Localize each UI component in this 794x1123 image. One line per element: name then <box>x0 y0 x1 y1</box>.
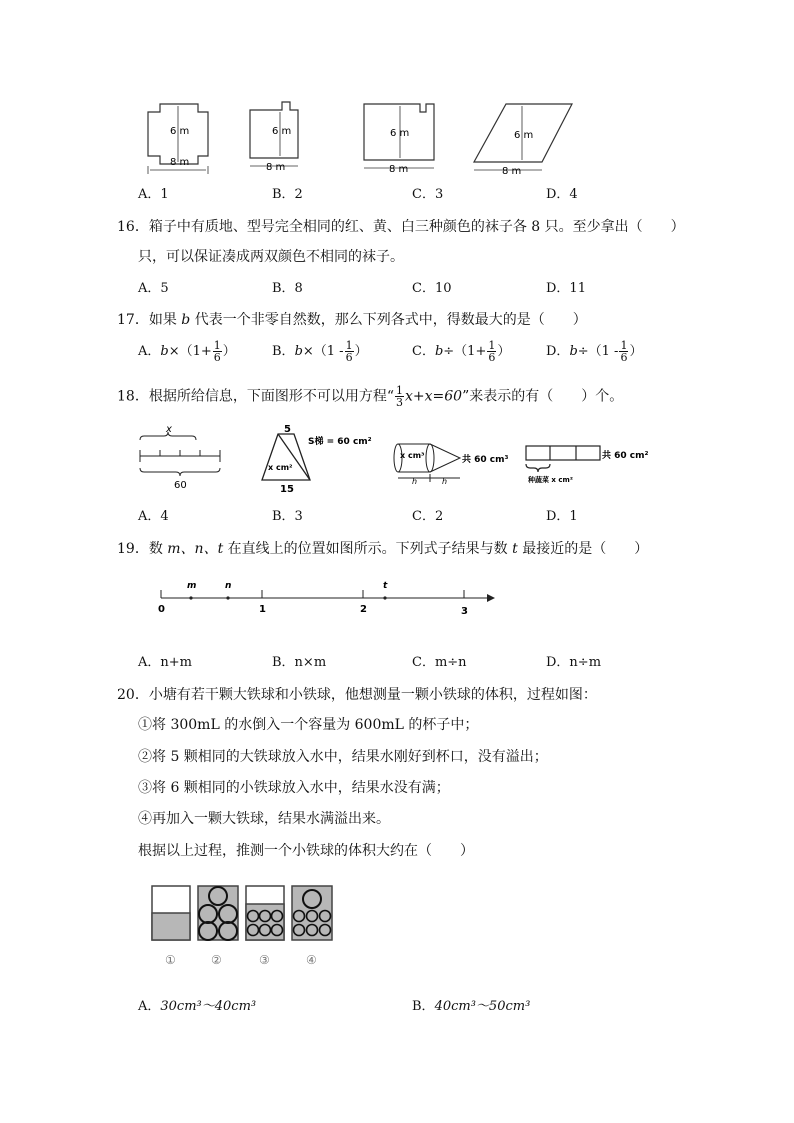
q17-c-fraction: $\frac{1}{6}$ <box>488 339 496 364</box>
q17-stem <box>117 311 587 329</box>
q18-fig1-bar <box>140 432 220 476</box>
q15-shape-4-width: 8 m <box>502 166 522 177</box>
q17-a-op: ×（1+ <box>168 344 212 359</box>
q18-fig4-rect <box>526 446 600 472</box>
q19-option-a[interactable]: A．n+m <box>138 655 192 670</box>
q17-option-b[interactable] <box>272 340 368 363</box>
q15-shape-1-width: 8 m <box>170 157 190 168</box>
q18-fig1-top: x <box>166 424 172 435</box>
q16-option-c[interactable]: C．10 <box>412 281 452 296</box>
q20-cup-3 <box>246 886 284 940</box>
q17-d-op: ÷（1 - <box>577 344 619 359</box>
q19-stem <box>117 540 648 558</box>
q17-a-label: A． <box>138 344 161 359</box>
q18-option-a[interactable]: A．4 <box>138 509 169 524</box>
q20-b-label: B． <box>412 999 435 1014</box>
q17-prefix: 17．如果 <box>117 312 177 328</box>
q17-suffix: 代表一个非零自然数，那么下列各式中，得数最大的是（ ） <box>194 312 587 328</box>
q20-step1: ①将 300mL 的水倒入一个容量为 600mL 的杯子中； <box>138 717 479 733</box>
q17-b-fraction: $\frac{1}{6}$ <box>345 339 353 364</box>
q19-option-c[interactable]: C．m÷n <box>412 655 467 670</box>
q19-axis-1: 1 <box>259 604 266 615</box>
q19-t: t <box>512 541 518 557</box>
q15-option-d[interactable]: D．4 <box>546 187 578 202</box>
q18-option-c[interactable]: C．2 <box>412 509 444 524</box>
q20-cup-2 <box>198 886 238 940</box>
q19-axis-n: n <box>225 581 232 591</box>
q17-option-a[interactable] <box>138 340 236 363</box>
q15-shape-2-height: 6 m <box>272 126 292 137</box>
q18-fig3-h2: h <box>442 477 448 486</box>
q17-a-fraction: $\frac{1}{6}$ <box>213 339 221 364</box>
q18-fig1-bottom: 60 <box>174 480 187 491</box>
q18-equation: x+x=60 <box>404 388 463 405</box>
q15-option-c[interactable]: C．3 <box>412 187 444 202</box>
q18-suffix: ”来表示的有（ ）个。 <box>462 388 624 405</box>
q17-b-var: b <box>294 344 303 359</box>
q20-cups-figure <box>148 884 343 972</box>
q18-fig4-total: 共 60 cm² <box>602 451 649 461</box>
q15-shape-4-height: 6 m <box>514 130 534 141</box>
q20-cup-label-3: ③ <box>259 953 270 967</box>
q19-number-line <box>145 572 505 622</box>
q20-stem: 20．小塘有若干颗大铁球和小铁球，他想测量一颗小铁球的体积，过程如图： <box>117 687 597 703</box>
q17-d-var: b <box>569 344 578 359</box>
q20-question: 根据以上过程，推测一个小铁球的体积大约在（ ） <box>138 843 474 859</box>
q15-shape-3-width: 8 m <box>389 164 409 175</box>
q17-c-close: ） <box>497 344 511 359</box>
q18-prefix: 18．根据所给信息，下面图形不可以用方程“ <box>117 388 394 405</box>
q20-cup-label-2: ② <box>211 953 222 967</box>
q17-a-close: ） <box>222 344 236 359</box>
q19-axis-m: m <box>187 581 197 591</box>
q20-step2: ②将 5 颗相同的大铁球放入水中，结果水刚好到杯口，没有溢出； <box>138 749 548 765</box>
q18-fig3-solid <box>394 444 460 482</box>
q17-option-c[interactable] <box>412 340 510 363</box>
q15-option-b[interactable]: B．2 <box>272 187 303 202</box>
q17-a-var: b <box>160 344 169 359</box>
q20-a-value: 30cm³～40cm³ <box>160 999 257 1014</box>
q19-option-d[interactable]: D．n÷m <box>546 655 602 670</box>
q16-stem-line1: 16．箱子中有质地、型号完全相同的红、黄、白三种颜色的袜子各 8 只。至少拿出（ ） <box>117 219 685 235</box>
q20-cup-1 <box>152 886 190 940</box>
q18-stem <box>117 385 623 408</box>
q15-figures <box>130 98 580 178</box>
q20-a-label: A． <box>138 999 161 1014</box>
q16-stem-line2: 只，可以保证凑成两双颜色不相同的袜子。 <box>138 249 404 265</box>
q17-c-label: C． <box>412 344 435 359</box>
q18-fig2-inner: x cm² <box>268 463 293 472</box>
q17-c-op: ÷（1+ <box>443 344 487 359</box>
q19-axis-0: 0 <box>158 604 165 615</box>
q17-d-fraction: $\frac{1}{6}$ <box>620 339 628 364</box>
q17-b-close: ） <box>354 344 368 359</box>
q17-d-label: D． <box>546 344 570 359</box>
q17-d-close: ） <box>629 344 643 359</box>
q16-option-d[interactable]: D．11 <box>546 281 586 296</box>
q17-option-d[interactable] <box>546 340 642 363</box>
q15-shape-1-height: 6 m <box>170 126 190 137</box>
q18-fraction: $\frac{1}{3}$ <box>395 384 403 409</box>
q18-fig4-label: 种蔬菜 x cm² <box>528 476 573 484</box>
q20-cup-4 <box>292 886 332 940</box>
q18-option-b[interactable]: B．3 <box>272 509 303 524</box>
q15-option-a[interactable]: A．1 <box>138 187 169 202</box>
q18-fig2-trapezoid <box>262 434 310 480</box>
q20-b-value: 40cm³～50cm³ <box>434 999 531 1014</box>
q17-c-var: b <box>434 344 444 359</box>
q19-axis-3: 3 <box>461 606 468 617</box>
q20-option-a[interactable] <box>138 998 256 1016</box>
q16-option-b[interactable]: B．8 <box>272 281 303 296</box>
q20-option-b[interactable] <box>412 998 530 1016</box>
q20-step3: ③将 6 颗相同的小铁球放入水中，结果水没有满； <box>138 780 450 796</box>
q17-var: b <box>181 312 191 328</box>
q18-fig3-inner: x cm³ <box>400 451 425 460</box>
q20-step4: ④再加入一颗大铁球，结果水满溢出来。 <box>138 811 390 827</box>
q18-fig2-top: 5 <box>284 424 291 435</box>
q17-b-label: B． <box>272 344 295 359</box>
q19-middle: 在直线上的位置如图所示。下列式子结果与数 <box>227 541 508 557</box>
q20-cup-label-1: ① <box>165 953 176 967</box>
q19-axis-2: 2 <box>360 604 367 615</box>
q18-fig3-h1: h <box>412 477 418 486</box>
q19-prefix: 19．数 <box>117 541 163 557</box>
q19-vars: m、n、t <box>167 541 224 557</box>
q18-option-d[interactable]: D．1 <box>546 509 578 524</box>
q19-axis-t: t <box>383 581 388 591</box>
q18-fig2-bottom: 15 <box>280 484 294 495</box>
q18-fig2-area: S梯 = 60 cm² <box>308 437 372 447</box>
q16-option-a[interactable]: A．5 <box>138 281 169 296</box>
q19-option-b[interactable]: B．n×m <box>272 655 327 670</box>
q20-cup-label-4: ④ <box>306 953 317 967</box>
q18-figures <box>130 422 660 500</box>
q17-b-op: ×（1 - <box>302 344 344 359</box>
q15-shape-3-height: 6 m <box>390 128 410 139</box>
q15-shape-2-width: 8 m <box>266 162 286 173</box>
q18-fig3-total: 共 60 cm³ <box>462 455 509 465</box>
q19-suffix: 最接近的是（ ） <box>522 541 649 557</box>
